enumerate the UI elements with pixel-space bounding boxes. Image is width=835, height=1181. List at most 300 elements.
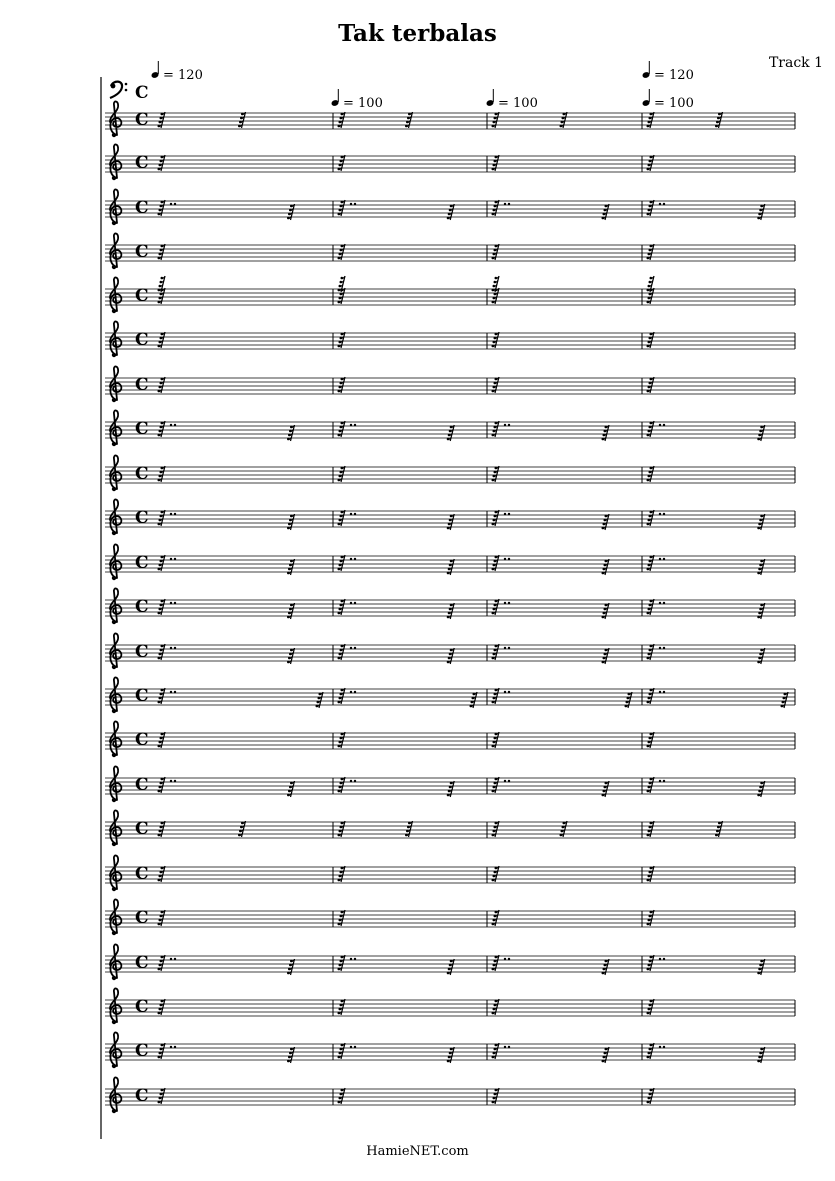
dot <box>663 958 665 960</box>
score-title: Tak terbalas <box>338 20 497 47</box>
dot <box>504 602 506 604</box>
rest-symbol <box>316 692 324 708</box>
rest-symbol <box>757 514 765 530</box>
rest-symbol <box>447 781 455 797</box>
rest-symbol <box>647 777 655 793</box>
rest-symbol <box>602 204 610 220</box>
dot <box>174 424 176 426</box>
rest-symbol <box>338 688 346 704</box>
rest-symbol <box>338 1088 346 1104</box>
rest-symbol <box>158 732 166 748</box>
rest-symbol <box>492 510 500 526</box>
tempo-text: = 120 <box>163 68 203 83</box>
dot <box>350 780 352 782</box>
time-signature: C <box>135 110 149 130</box>
rest-symbol <box>338 599 346 615</box>
treble-clef-icon <box>110 766 121 802</box>
time-signature: C <box>135 730 149 750</box>
rest-symbol <box>287 425 295 441</box>
rest-symbol <box>158 244 166 260</box>
rest-symbol <box>338 644 346 660</box>
rest-symbol <box>492 244 500 260</box>
rest-symbol <box>287 959 295 975</box>
rest-symbol <box>757 559 765 575</box>
rest-symbol <box>158 955 166 971</box>
dot <box>659 647 661 649</box>
rest-symbol <box>492 1043 500 1059</box>
time-signature: C <box>135 286 149 306</box>
dot <box>170 513 172 515</box>
dot <box>659 958 661 960</box>
treble-clef-icon <box>110 899 121 935</box>
dot <box>354 1046 356 1048</box>
rest-symbol <box>158 466 166 482</box>
dot <box>508 958 510 960</box>
rest-symbol <box>647 688 655 704</box>
dot <box>508 1046 510 1048</box>
rest-symbol <box>647 732 655 748</box>
rest-symbol <box>338 1043 346 1059</box>
treble-clef-icon <box>110 321 121 357</box>
rest-symbol <box>492 599 500 615</box>
treble-staff <box>105 944 795 980</box>
tempo-text: = 100 <box>498 96 538 111</box>
rest-symbol <box>492 466 500 482</box>
dot <box>504 558 506 560</box>
rest-symbol <box>158 1043 166 1059</box>
rest-symbol <box>647 599 655 615</box>
treble-clef-icon <box>110 1077 121 1113</box>
dot <box>174 203 176 205</box>
treble-clef-icon <box>110 410 121 446</box>
treble-staff <box>105 721 795 757</box>
rest-symbol <box>492 555 500 571</box>
treble-staff <box>105 899 795 935</box>
time-signature: C <box>135 508 149 528</box>
treble-clef-icon <box>110 944 121 980</box>
rest-symbol <box>492 821 500 837</box>
dot <box>174 647 176 649</box>
treble-staff <box>105 855 795 891</box>
treble-staff <box>105 144 795 180</box>
treble-staff <box>105 1077 795 1113</box>
dot <box>174 1046 176 1048</box>
treble-staff <box>105 499 795 535</box>
rest-symbol <box>158 821 166 837</box>
rest-symbol <box>447 514 455 530</box>
rest-symbol <box>757 959 765 975</box>
rest-symbol <box>602 648 610 664</box>
rest-symbol <box>238 821 246 837</box>
rest-symbol <box>158 777 166 793</box>
treble-clef-icon <box>110 810 121 846</box>
dot <box>170 558 172 560</box>
rest-symbol <box>647 955 655 971</box>
rest-symbol <box>492 688 500 704</box>
rest-symbol <box>447 648 455 664</box>
dot <box>508 513 510 515</box>
rest-symbol <box>757 648 765 664</box>
dot <box>508 647 510 649</box>
rest-symbol <box>647 466 655 482</box>
dot <box>504 513 506 515</box>
rest-symbol <box>287 204 295 220</box>
treble-staff <box>105 455 795 491</box>
treble-staff <box>105 633 795 669</box>
rest-symbol <box>158 510 166 526</box>
rest-symbol <box>781 692 789 708</box>
time-signature: C <box>135 198 149 218</box>
dot <box>354 647 356 649</box>
dot <box>659 1046 661 1048</box>
dot <box>504 203 506 205</box>
dot <box>174 691 176 693</box>
dot <box>508 203 510 205</box>
dot <box>170 602 172 604</box>
dot <box>659 602 661 604</box>
treble-staff <box>105 588 795 624</box>
rest-symbol <box>338 200 346 216</box>
rest-symbol <box>158 866 166 882</box>
treble-staff <box>105 677 795 713</box>
dot <box>659 780 661 782</box>
time-signature: C <box>135 908 149 928</box>
treble-staff <box>105 988 795 1024</box>
treble-clef-icon <box>110 499 121 535</box>
treble-clef-icon <box>110 233 121 269</box>
rest-symbol <box>338 332 346 348</box>
dot <box>350 203 352 205</box>
dot <box>504 1046 506 1048</box>
tempo-mark <box>642 61 694 83</box>
rest-symbol <box>447 959 455 975</box>
rest-symbol <box>492 644 500 660</box>
rest-symbol <box>158 112 166 128</box>
dot <box>663 647 665 649</box>
rest-symbol <box>338 377 346 393</box>
dot <box>354 602 356 604</box>
rest-symbol <box>287 781 295 797</box>
dot <box>350 513 352 515</box>
treble-clef-icon <box>110 588 121 624</box>
treble-staff <box>105 544 795 580</box>
rest-symbol <box>647 1088 655 1104</box>
dot <box>350 1046 352 1048</box>
rest-symbol <box>338 555 346 571</box>
treble-staff <box>105 321 795 357</box>
rest-symbol <box>158 1088 166 1104</box>
treble-clef-icon <box>110 144 121 180</box>
dot <box>508 558 510 560</box>
time-signature: C <box>135 1086 149 1106</box>
rest-symbol <box>715 821 723 837</box>
treble-clef-icon <box>110 544 121 580</box>
dot <box>350 647 352 649</box>
treble-clef-icon <box>110 677 121 713</box>
rest-symbol <box>447 425 455 441</box>
rest-symbol <box>492 200 500 216</box>
time-signature: C <box>135 330 149 350</box>
rest-symbol <box>158 555 166 571</box>
rest-symbol <box>492 910 500 926</box>
rest-symbol <box>158 644 166 660</box>
rest-symbol <box>647 155 655 171</box>
rest-symbol <box>757 204 765 220</box>
dot <box>659 513 661 515</box>
dot <box>659 424 661 426</box>
treble-clef-icon <box>110 189 121 225</box>
rest-symbol <box>757 781 765 797</box>
dot <box>350 958 352 960</box>
dot <box>508 602 510 604</box>
rest-symbol <box>158 599 166 615</box>
rest-symbol <box>647 377 655 393</box>
rest-symbol <box>338 421 346 437</box>
dot <box>508 424 510 426</box>
rest-symbol <box>158 200 166 216</box>
rest-symbol <box>647 866 655 882</box>
time-signature: C <box>135 153 149 173</box>
time-signature: C <box>135 464 149 484</box>
treble-staff <box>105 189 795 225</box>
tempo-text: = 100 <box>654 96 694 111</box>
dot <box>174 558 176 560</box>
rest-symbol <box>492 155 500 171</box>
rest-symbol <box>287 603 295 619</box>
rest-symbol <box>492 332 500 348</box>
rest-symbol <box>647 510 655 526</box>
rest-symbol <box>492 1088 500 1104</box>
rest-symbol <box>602 514 610 530</box>
dot <box>354 513 356 515</box>
time-signature: C <box>135 1041 149 1061</box>
rest-symbol <box>492 377 500 393</box>
time-signature: C <box>135 642 149 662</box>
tempo-mark <box>486 89 538 111</box>
dot <box>170 647 172 649</box>
time-signature: C <box>135 83 149 103</box>
rest-symbol <box>492 777 500 793</box>
dot <box>663 513 665 515</box>
dot <box>663 1046 665 1048</box>
rest-symbol <box>338 155 346 171</box>
rest-symbol <box>338 999 346 1015</box>
tempo-text: = 120 <box>654 68 694 83</box>
rest-symbol <box>405 112 413 128</box>
dot <box>508 780 510 782</box>
dot <box>174 602 176 604</box>
treble-staff <box>105 276 795 313</box>
treble-staff <box>105 810 795 846</box>
rest-symbol <box>647 1043 655 1059</box>
rest-symbol <box>647 999 655 1015</box>
dot <box>504 647 506 649</box>
dot <box>504 691 506 693</box>
rest-symbol <box>492 955 500 971</box>
time-signature: C <box>135 686 149 706</box>
dot <box>350 602 352 604</box>
rest-symbol <box>158 910 166 926</box>
dot <box>663 424 665 426</box>
tempo-mark <box>151 61 203 83</box>
dot <box>659 558 661 560</box>
dot <box>659 691 661 693</box>
time-signature: C <box>135 419 149 439</box>
rest-symbol <box>287 1047 295 1063</box>
rest-symbol <box>158 999 166 1015</box>
dot <box>663 602 665 604</box>
rest-symbol <box>447 603 455 619</box>
rest-symbol <box>158 421 166 437</box>
treble-clef-icon <box>110 988 121 1024</box>
dot <box>170 424 172 426</box>
rest-symbol <box>447 204 455 220</box>
treble-clef-icon <box>110 455 121 491</box>
dot <box>354 958 356 960</box>
treble-clef-icon <box>110 101 121 137</box>
dot <box>663 691 665 693</box>
rest-symbol <box>338 866 346 882</box>
rest-symbol <box>338 910 346 926</box>
dot <box>170 691 172 693</box>
rest-symbol <box>158 377 166 393</box>
time-signature: C <box>135 864 149 884</box>
dot <box>170 958 172 960</box>
time-signature: C <box>135 375 149 395</box>
treble-clef-icon <box>110 633 121 669</box>
time-signature: C <box>135 242 149 262</box>
rest-symbol <box>338 112 346 128</box>
time-signature: C <box>135 553 149 573</box>
tempo-text: = 100 <box>343 96 383 111</box>
dot <box>170 203 172 205</box>
rest-symbol <box>238 112 246 128</box>
rest-symbol <box>287 514 295 530</box>
rest-symbol <box>757 425 765 441</box>
rest-symbol <box>647 910 655 926</box>
time-signature: C <box>135 997 149 1017</box>
treble-staff <box>105 766 795 802</box>
rest-symbol <box>338 244 346 260</box>
dot <box>504 958 506 960</box>
treble-staff <box>105 1032 795 1068</box>
dot <box>354 558 356 560</box>
track-label: Track 1 <box>768 55 823 71</box>
time-signature: C <box>135 775 149 795</box>
rest-symbol <box>647 555 655 571</box>
dot <box>354 424 356 426</box>
time-signature: C <box>135 597 149 617</box>
bass-staff <box>110 82 149 103</box>
rest-symbol <box>647 112 655 128</box>
rest-symbol <box>602 559 610 575</box>
treble-clef-icon <box>110 721 121 757</box>
dot <box>663 558 665 560</box>
treble-staff <box>105 410 795 446</box>
dot <box>354 780 356 782</box>
rest-symbol <box>338 777 346 793</box>
rest-symbol <box>492 421 500 437</box>
dot <box>174 780 176 782</box>
rest-symbol <box>602 781 610 797</box>
rest-symbol <box>447 559 455 575</box>
tempo-mark <box>642 89 694 111</box>
dot <box>174 513 176 515</box>
rest-symbol <box>338 510 346 526</box>
rest-symbol <box>647 244 655 260</box>
rest-symbol <box>338 821 346 837</box>
rest-symbol <box>492 866 500 882</box>
dot <box>350 424 352 426</box>
dot <box>170 780 172 782</box>
dot <box>354 203 356 205</box>
rest-symbol <box>647 644 655 660</box>
rest-symbol <box>492 999 500 1015</box>
footer-credit: HamieNET.com <box>366 1144 469 1159</box>
dot <box>504 780 506 782</box>
dot <box>659 203 661 205</box>
rest-symbol <box>158 332 166 348</box>
dot <box>663 780 665 782</box>
rest-symbol <box>647 821 655 837</box>
rest-symbol <box>602 1047 610 1063</box>
rest-symbol <box>560 112 568 128</box>
rest-symbol <box>602 603 610 619</box>
rest-symbol <box>338 732 346 748</box>
rest-symbol <box>757 1047 765 1063</box>
time-signature: C <box>135 819 149 839</box>
rest-symbol <box>625 692 633 708</box>
rest-symbol <box>560 821 568 837</box>
treble-clef-icon <box>110 366 121 402</box>
dot <box>350 691 352 693</box>
rest-symbol <box>602 425 610 441</box>
rest-symbol <box>647 332 655 348</box>
rest-symbol <box>158 688 166 704</box>
rest-symbol <box>647 200 655 216</box>
rest-symbol <box>338 955 346 971</box>
rest-symbol <box>715 112 723 128</box>
dot <box>504 424 506 426</box>
treble-staff <box>105 366 795 402</box>
rest-symbol <box>287 648 295 664</box>
rest-symbol <box>647 421 655 437</box>
rest-symbol <box>405 821 413 837</box>
treble-clef-icon <box>110 1032 121 1068</box>
rest-symbol <box>492 732 500 748</box>
rest-symbol <box>338 466 346 482</box>
treble-clef-icon <box>110 277 121 313</box>
rest-symbol <box>447 1047 455 1063</box>
rest-symbol <box>158 155 166 171</box>
treble-clef-icon <box>110 855 121 891</box>
time-signature: C <box>135 953 149 973</box>
rest-symbol <box>492 112 500 128</box>
treble-staff <box>105 233 795 269</box>
dot <box>174 958 176 960</box>
tempo-mark <box>331 89 383 111</box>
dot <box>663 203 665 205</box>
rest-symbol <box>287 559 295 575</box>
dot <box>508 691 510 693</box>
rest-symbol <box>757 603 765 619</box>
bass-clef-icon <box>110 82 127 98</box>
dot <box>354 691 356 693</box>
rest-symbol <box>602 959 610 975</box>
dot <box>170 1046 172 1048</box>
dot <box>350 558 352 560</box>
rest-symbol <box>470 692 478 708</box>
